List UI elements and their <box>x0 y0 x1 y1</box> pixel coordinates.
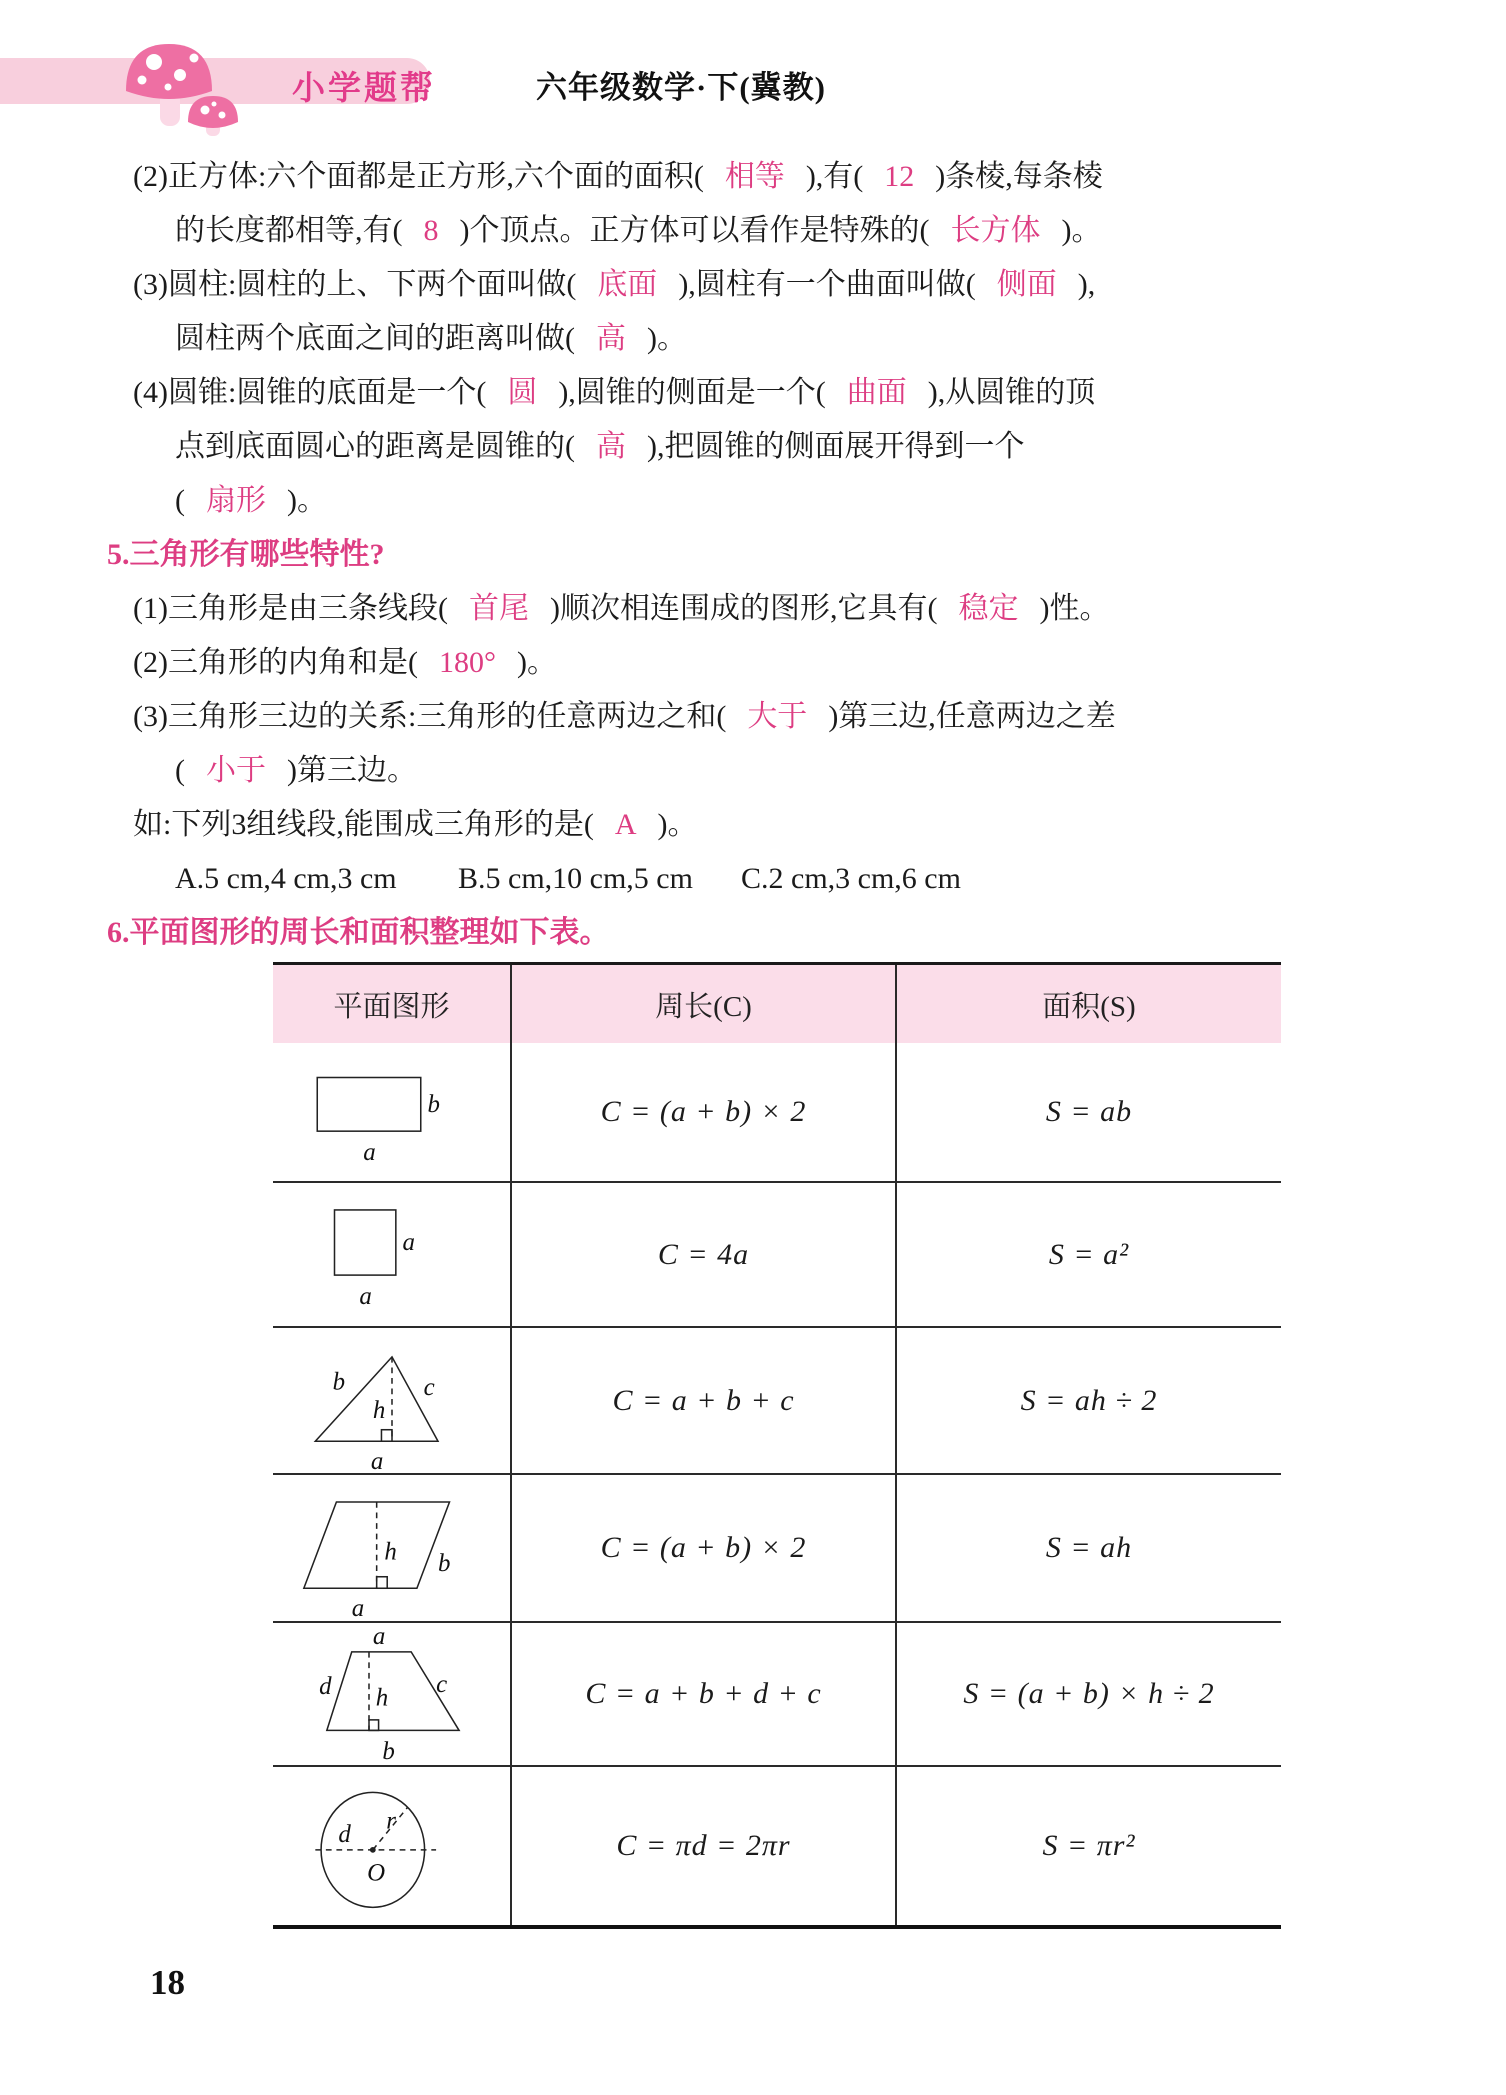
answer-blank: 长方体 <box>950 214 1041 247</box>
text-segment: )。 <box>657 808 698 841</box>
text-segment: )。 <box>1061 214 1102 247</box>
answer-blank: 首尾 <box>468 592 529 625</box>
table-row <box>273 1621 1281 1765</box>
shape-cell <box>273 1623 510 1765</box>
text-segment: (2)三角形的内角和是( <box>133 646 418 679</box>
text-line <box>175 212 1101 250</box>
option-item: B.5 cm,10 cm,5 cm <box>458 862 693 895</box>
text-segment: ),有( <box>805 160 864 193</box>
answer-blank: 扇形 <box>206 484 266 517</box>
answer-blank: 12 <box>884 160 915 193</box>
text-segment: ),圆柱有一个曲面叫做( <box>678 268 976 301</box>
answer-blank: 圆 <box>507 376 538 409</box>
mushroom-logo-icon <box>108 36 248 136</box>
text-segment: )第三边,任意两边之差 <box>828 700 1116 733</box>
answer-blank: 180° <box>438 646 496 679</box>
svg-text:a: a <box>370 1448 383 1470</box>
triangle-figure <box>277 1331 507 1470</box>
text-segment: 5.三角形有哪些特性? <box>107 538 385 571</box>
table-body <box>273 1043 1281 1925</box>
text-segment: (3)圆柱:圆柱的上、下两个面叫做( <box>133 268 577 301</box>
perimeter-formula: C = (a + b) × 2 <box>600 1531 807 1564</box>
svg-text:c: c <box>423 1374 435 1402</box>
answer-blank: 侧面 <box>996 268 1057 301</box>
area-formula: S = (a + b) × h ÷ 2 <box>963 1677 1215 1710</box>
table-row <box>273 1326 1281 1473</box>
shape-cell <box>273 1475 510 1621</box>
perimeter-cell <box>510 1043 895 1181</box>
area-cell <box>895 1767 1281 1925</box>
table-row <box>273 1473 1281 1621</box>
text-segment: )条棱,每条棱 <box>935 160 1103 193</box>
svg-text:h: h <box>372 1397 385 1425</box>
answer-blank: 相等 <box>724 160 785 193</box>
small-mushroom-cap <box>188 96 238 128</box>
svg-text:a: a <box>402 1229 415 1257</box>
area-formula: S = ah <box>1045 1531 1133 1564</box>
perimeter-formula: C = 4a <box>657 1237 750 1271</box>
answer-blank: A <box>614 808 637 841</box>
text-segment: )。 <box>647 322 687 355</box>
text-segment: ), <box>1077 268 1096 301</box>
text-line <box>133 590 1109 628</box>
answer-blank: 小于 <box>206 754 266 787</box>
text-segment: (4)圆锥:圆锥的底面是一个( <box>133 376 487 409</box>
text-segment: (2)正方体:六个面都是正方形,六个面的面积( <box>133 160 704 193</box>
text-segment: )性。 <box>1039 592 1110 625</box>
text-segment: )。 <box>516 646 557 679</box>
svg-text:a: a <box>372 1626 385 1651</box>
svg-text:h: h <box>383 1538 397 1566</box>
choice-options-line <box>175 860 961 898</box>
col-header-area: 面积(S) <box>895 965 1281 1043</box>
svg-text:d: d <box>318 1673 332 1700</box>
table-row <box>273 1043 1281 1181</box>
perimeter-cell <box>510 1475 895 1621</box>
answer-blank: 高 <box>596 430 626 463</box>
answer-blank: 曲面 <box>846 376 907 409</box>
square-figure <box>277 1186 507 1323</box>
mushroom-cap <box>126 44 212 99</box>
text-segment: ),把圆锥的侧面展开得到一个 <box>647 430 1025 463</box>
svg-text:r: r <box>385 1807 396 1835</box>
text-segment: 点到底面圆心的距离是圆锥的( <box>175 430 575 463</box>
shape-cell <box>273 1043 510 1181</box>
text-segment: ),圆锥的侧面是一个( <box>558 376 826 409</box>
area-formula: S = a² <box>1048 1237 1130 1271</box>
area-formula: S = ah ÷ 2 <box>1020 1383 1158 1417</box>
option-item: C.2 cm,3 cm,6 cm <box>741 862 961 895</box>
text-line <box>175 482 327 520</box>
text-line <box>175 752 417 790</box>
svg-text:a: a <box>358 1282 372 1310</box>
perimeter-formula: C = a + b + c <box>612 1383 795 1417</box>
shape-cell <box>273 1328 510 1473</box>
text-segment: (3)三角形三边的关系:三角形的任意两边之和( <box>133 700 727 733</box>
svg-text:c: c <box>435 1671 447 1699</box>
svg-text:O: O <box>366 1859 385 1887</box>
text-segment: )。 <box>287 484 327 517</box>
edition-title: 六年级数学·下(冀教) <box>536 70 826 105</box>
perimeter-cell <box>510 1183 895 1326</box>
text-line <box>133 158 1103 196</box>
perimeter-formula: C = (a + b) × 2 <box>600 1095 807 1128</box>
parallelogram-figure <box>277 1478 507 1618</box>
text-line <box>175 428 1025 466</box>
text-line <box>133 374 1095 412</box>
perimeter-cell <box>510 1767 895 1925</box>
svg-text:a: a <box>362 1138 376 1166</box>
text-segment: 的长度都相等,有( <box>175 214 403 247</box>
option-item: A.5 cm,4 cm,3 cm <box>175 862 397 895</box>
text-line <box>133 806 698 844</box>
text-segment: 6.平面图形的周长和面积整理如下表。 <box>107 916 610 949</box>
text-line <box>133 266 1095 304</box>
area-cell <box>895 1475 1281 1621</box>
text-segment: )个顶点。正方体可以看作是特殊的( <box>459 214 930 247</box>
col-header-perimeter: 周长(C) <box>510 965 895 1043</box>
text-segment: (1)三角形是由三条线段( <box>133 592 448 625</box>
answer-blank: 8 <box>423 214 439 247</box>
figures-table <box>273 962 1281 1929</box>
text-segment: ),从圆锥的顶 <box>927 376 1096 409</box>
area-cell <box>895 1043 1281 1181</box>
circle-figure <box>277 1770 507 1922</box>
brand-title: 小学题帮 <box>292 71 436 107</box>
perimeter-formula: C = a + b + d + c <box>585 1677 822 1710</box>
page-number: 18 <box>150 1963 185 2002</box>
section-heading <box>107 536 385 574</box>
shape-cell <box>273 1767 510 1925</box>
trapezoid-figure <box>277 1626 507 1762</box>
text-segment: ( <box>175 484 185 517</box>
section-heading <box>107 914 610 952</box>
answer-blank: 大于 <box>747 700 808 733</box>
area-cell <box>895 1328 1281 1473</box>
text-segment: 圆柱两个底面之间的距离叫做( <box>175 322 575 355</box>
text-segment: ( <box>175 754 185 787</box>
svg-text:b: b <box>426 1091 440 1118</box>
table-row <box>273 1181 1281 1326</box>
shape-cell <box>273 1183 510 1326</box>
text-line <box>133 698 1116 736</box>
svg-text:d: d <box>337 1821 351 1849</box>
svg-text:a: a <box>351 1595 364 1618</box>
area-cell <box>895 1183 1281 1326</box>
text-line <box>133 644 557 682</box>
table-row <box>273 1765 1281 1925</box>
text-segment: )第三边。 <box>287 754 417 787</box>
table-header-row <box>273 965 1281 1043</box>
answer-blank: 稳定 <box>958 592 1019 625</box>
svg-text:b: b <box>437 1550 450 1577</box>
area-formula: S = ab <box>1045 1095 1133 1128</box>
area-cell <box>895 1623 1281 1765</box>
text-segment: )顺次相连围成的图形,它具有( <box>549 592 938 625</box>
svg-text:b: b <box>381 1738 395 1762</box>
perimeter-cell <box>510 1623 895 1765</box>
rectangle-figure <box>277 1046 507 1178</box>
area-formula: S = πr² <box>1042 1829 1136 1862</box>
perimeter-formula: C = πd = 2πr <box>616 1829 791 1862</box>
answer-blank: 高 <box>596 322 626 355</box>
text-segment: 如:下列3组线段,能围成三角形的是( <box>133 808 594 841</box>
text-line <box>175 320 687 358</box>
svg-text:h: h <box>375 1684 388 1712</box>
col-header-shape: 平面图形 <box>333 990 450 1023</box>
answer-blank: 底面 <box>597 268 658 301</box>
svg-text:b: b <box>332 1368 345 1396</box>
perimeter-cell <box>510 1328 895 1473</box>
